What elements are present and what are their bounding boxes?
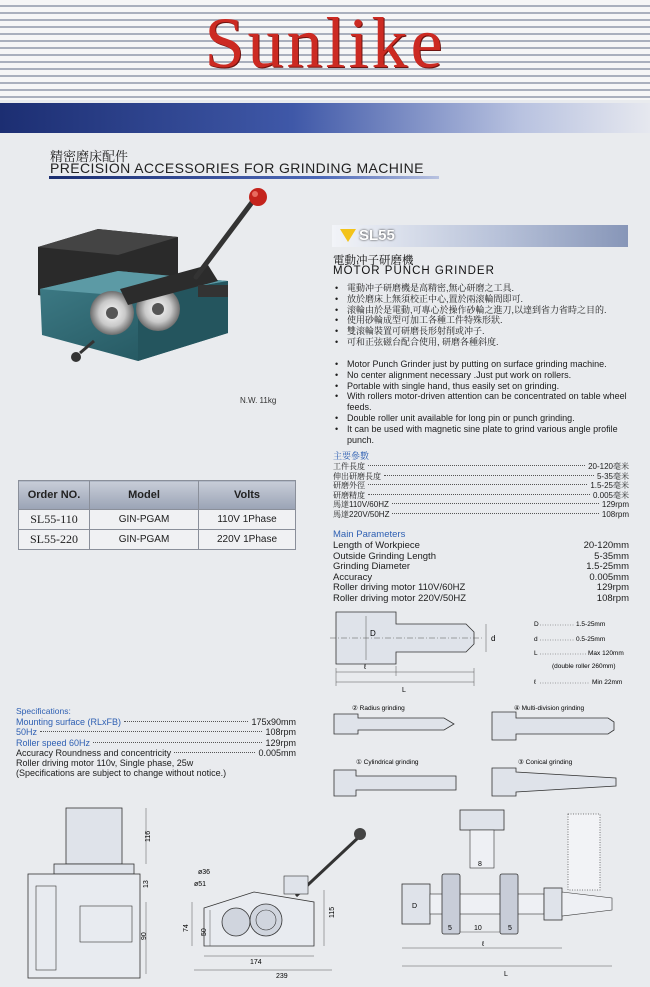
dim-d: d: [491, 634, 496, 643]
section-title-cn: 精密磨床配件: [50, 149, 129, 164]
param-cn-row: 馬達110V/60HZ 129rpm: [333, 500, 629, 510]
technical-drawing-rollers: [398, 808, 634, 982]
spec-d: 0.5-25mm: [576, 636, 606, 643]
machine-photo: [28, 185, 288, 390]
spec-label-D: D: [534, 621, 539, 628]
dim-90: 90: [141, 932, 148, 940]
order-no-cell: SL55-220: [19, 530, 90, 550]
order-table: [18, 480, 296, 550]
dim-8: 8: [478, 861, 482, 868]
feature-en: • With rollers motor-driven attention can be concentrated on table wheel feeds.: [333, 391, 633, 413]
param-en-row: Length of Workpiece 20-120mm: [333, 540, 629, 551]
param-cn-row: 研磨精度 0.005毫米: [333, 490, 629, 500]
col-model: Model: [90, 481, 199, 510]
feature-cn: • 雙滚輪裝置可研磨長形射削或冲子.: [333, 326, 629, 337]
spec-row: Accuracy Roundness and concentricity 0.005mm: [16, 747, 296, 758]
dim-L: L: [402, 687, 406, 694]
param-cn-row: 伸出研磨長度 5-35毫米: [333, 471, 629, 481]
workpiece-diagram: [326, 608, 636, 698]
product-name-cn: 電動冲子研磨機: [333, 255, 414, 267]
features-cn-list: [333, 283, 629, 348]
param-en-row: Accuracy 0.005mm: [333, 571, 629, 583]
param-en-row: Roller driving motor 220V/50HZ 108rpm: [333, 592, 629, 604]
param-en-row: Roller driving motor 110V/60HZ 129rpm: [333, 582, 629, 594]
table-row: [19, 510, 296, 530]
model-cell: GIN-PGAM: [90, 510, 199, 530]
param-en-row: Grinding Diameter 1.5-25mm: [333, 561, 629, 573]
spec-L: Max 120mm: [588, 650, 624, 657]
cylindrical-grinding-label: ① Cylindrical grinding: [356, 759, 419, 766]
feature-en: • It can be used with magnetic sine plate to grind various angle profile punch.: [333, 424, 633, 446]
spec-note: (Specifications are subject to change without notice.): [16, 768, 227, 779]
feature-en: • No center alignment necessary .Just put work on rollers.: [333, 370, 633, 381]
dim-l: ℓ: [364, 664, 367, 671]
dim-174: 174: [250, 959, 262, 966]
spec-D: 1.5-25mm: [576, 621, 606, 628]
feature-cn: • 使用砂輪成型可加工各種工件特殊形狀.: [333, 315, 629, 326]
param-en-row: Outside Grinding Length 5-35mm: [333, 550, 629, 562]
feature-cn: • 放於磨床上無須校正中心,置於兩滚輪間即可.: [333, 294, 629, 305]
features-en-list: [333, 359, 633, 445]
section-title-en: PRECISION ACCESSORIES FOR GRINDING MACHINE: [50, 160, 424, 176]
col-volts: Volts: [199, 481, 296, 510]
dim-10: 10: [474, 925, 482, 932]
dim-phi51: ø51: [194, 881, 207, 888]
spec-note: Roller driving motor 110v, Single phase, 25w: [16, 758, 194, 769]
spec-label-d: d: [534, 636, 538, 643]
specifications-table: [16, 717, 296, 779]
spec-l: Min 22mm: [592, 679, 623, 686]
specifications-title: Specifications:: [16, 706, 71, 716]
params-en-table: [333, 541, 629, 605]
volts-cell: 220V 1Phase: [199, 530, 296, 550]
dim-phi36: ø36: [198, 869, 211, 876]
badge-triangle-icon: [340, 229, 356, 242]
product-name-en: MOTOR PUNCH GRINDER: [333, 265, 495, 277]
volts-cell: 110V 1Phase: [199, 510, 296, 530]
dim-115: 115: [329, 906, 336, 918]
dim-74: 74: [183, 924, 190, 932]
order-table-header: [19, 481, 296, 510]
brand-logo: Sunlike: [204, 3, 446, 83]
title-underline: [49, 176, 439, 179]
grinding-types-diagram: [326, 700, 636, 805]
dim-5-left: 5: [448, 925, 452, 932]
params-cn-title: 主要參數: [333, 451, 370, 461]
spec-L-note: (double roller 260mm): [552, 663, 616, 670]
roller-dim-L: L: [504, 971, 508, 978]
radius-grinding-label: ② Radius grinding: [352, 705, 405, 712]
feature-en: • Double roller unit available for long pin or punch grinding.: [333, 413, 633, 424]
params-en-title: Main Parameters: [333, 529, 406, 540]
dim-116: 116: [145, 830, 152, 842]
model-badge-label: SL55: [359, 227, 395, 244]
dim-13: 13: [143, 880, 150, 888]
spec-row: Mounting surface (RLxFB) 175x90mm: [16, 717, 296, 727]
roller-dim-D: D: [412, 903, 418, 910]
param-cn-row: 工件長度 20-120毫米: [333, 462, 629, 471]
dim-239: 239: [276, 973, 288, 980]
spec-label-l: ℓ: [534, 679, 537, 686]
order-no-cell: SL55-110: [19, 510, 90, 530]
dim-50: 50: [201, 928, 208, 936]
net-weight: N.W. 11kg: [240, 396, 277, 405]
model-cell: GIN-PGAM: [90, 530, 199, 550]
col-order-no: Order NO.: [19, 481, 90, 510]
dim-D: D: [370, 629, 376, 638]
spec-label-L: L: [534, 650, 538, 657]
spec-row: Roller speed 60Hz 129rpm: [16, 737, 296, 748]
param-cn-row: 研磨外徑 1.5-25毫米: [333, 481, 629, 491]
technical-drawing-side: [14, 806, 334, 982]
params-cn-table: [333, 462, 629, 520]
spec-row: 50Hz 108rpm: [16, 727, 296, 738]
roller-dim-l: ℓ: [482, 941, 485, 948]
feature-en: • Motor Punch Grinder just by putting on surface grinding machine.: [333, 359, 633, 370]
table-row: [19, 530, 296, 550]
param-cn-row: 馬達220V/50HZ 108rpm: [333, 509, 629, 519]
feature-en: • Portable with single hand, thus easily set on grinding.: [333, 381, 633, 392]
dim-5-right: 5: [508, 925, 512, 932]
feature-cn: • 可和正弦磁台配合使用, 研磨各種斜度.: [333, 337, 629, 348]
conical-grinding-label: ③ Conical grinding: [518, 759, 573, 766]
multi-division-grinding-label: ④ Multi-division grinding: [514, 705, 585, 712]
feature-cn: • 電動冲子研磨機是高精密,無心研磨之工具.: [333, 283, 629, 294]
feature-cn: • 滚輪由於是電動,可專心於操作砂輪之進刀,以達到省力省時之目的.: [333, 305, 629, 316]
header-blue-band: [0, 103, 650, 133]
